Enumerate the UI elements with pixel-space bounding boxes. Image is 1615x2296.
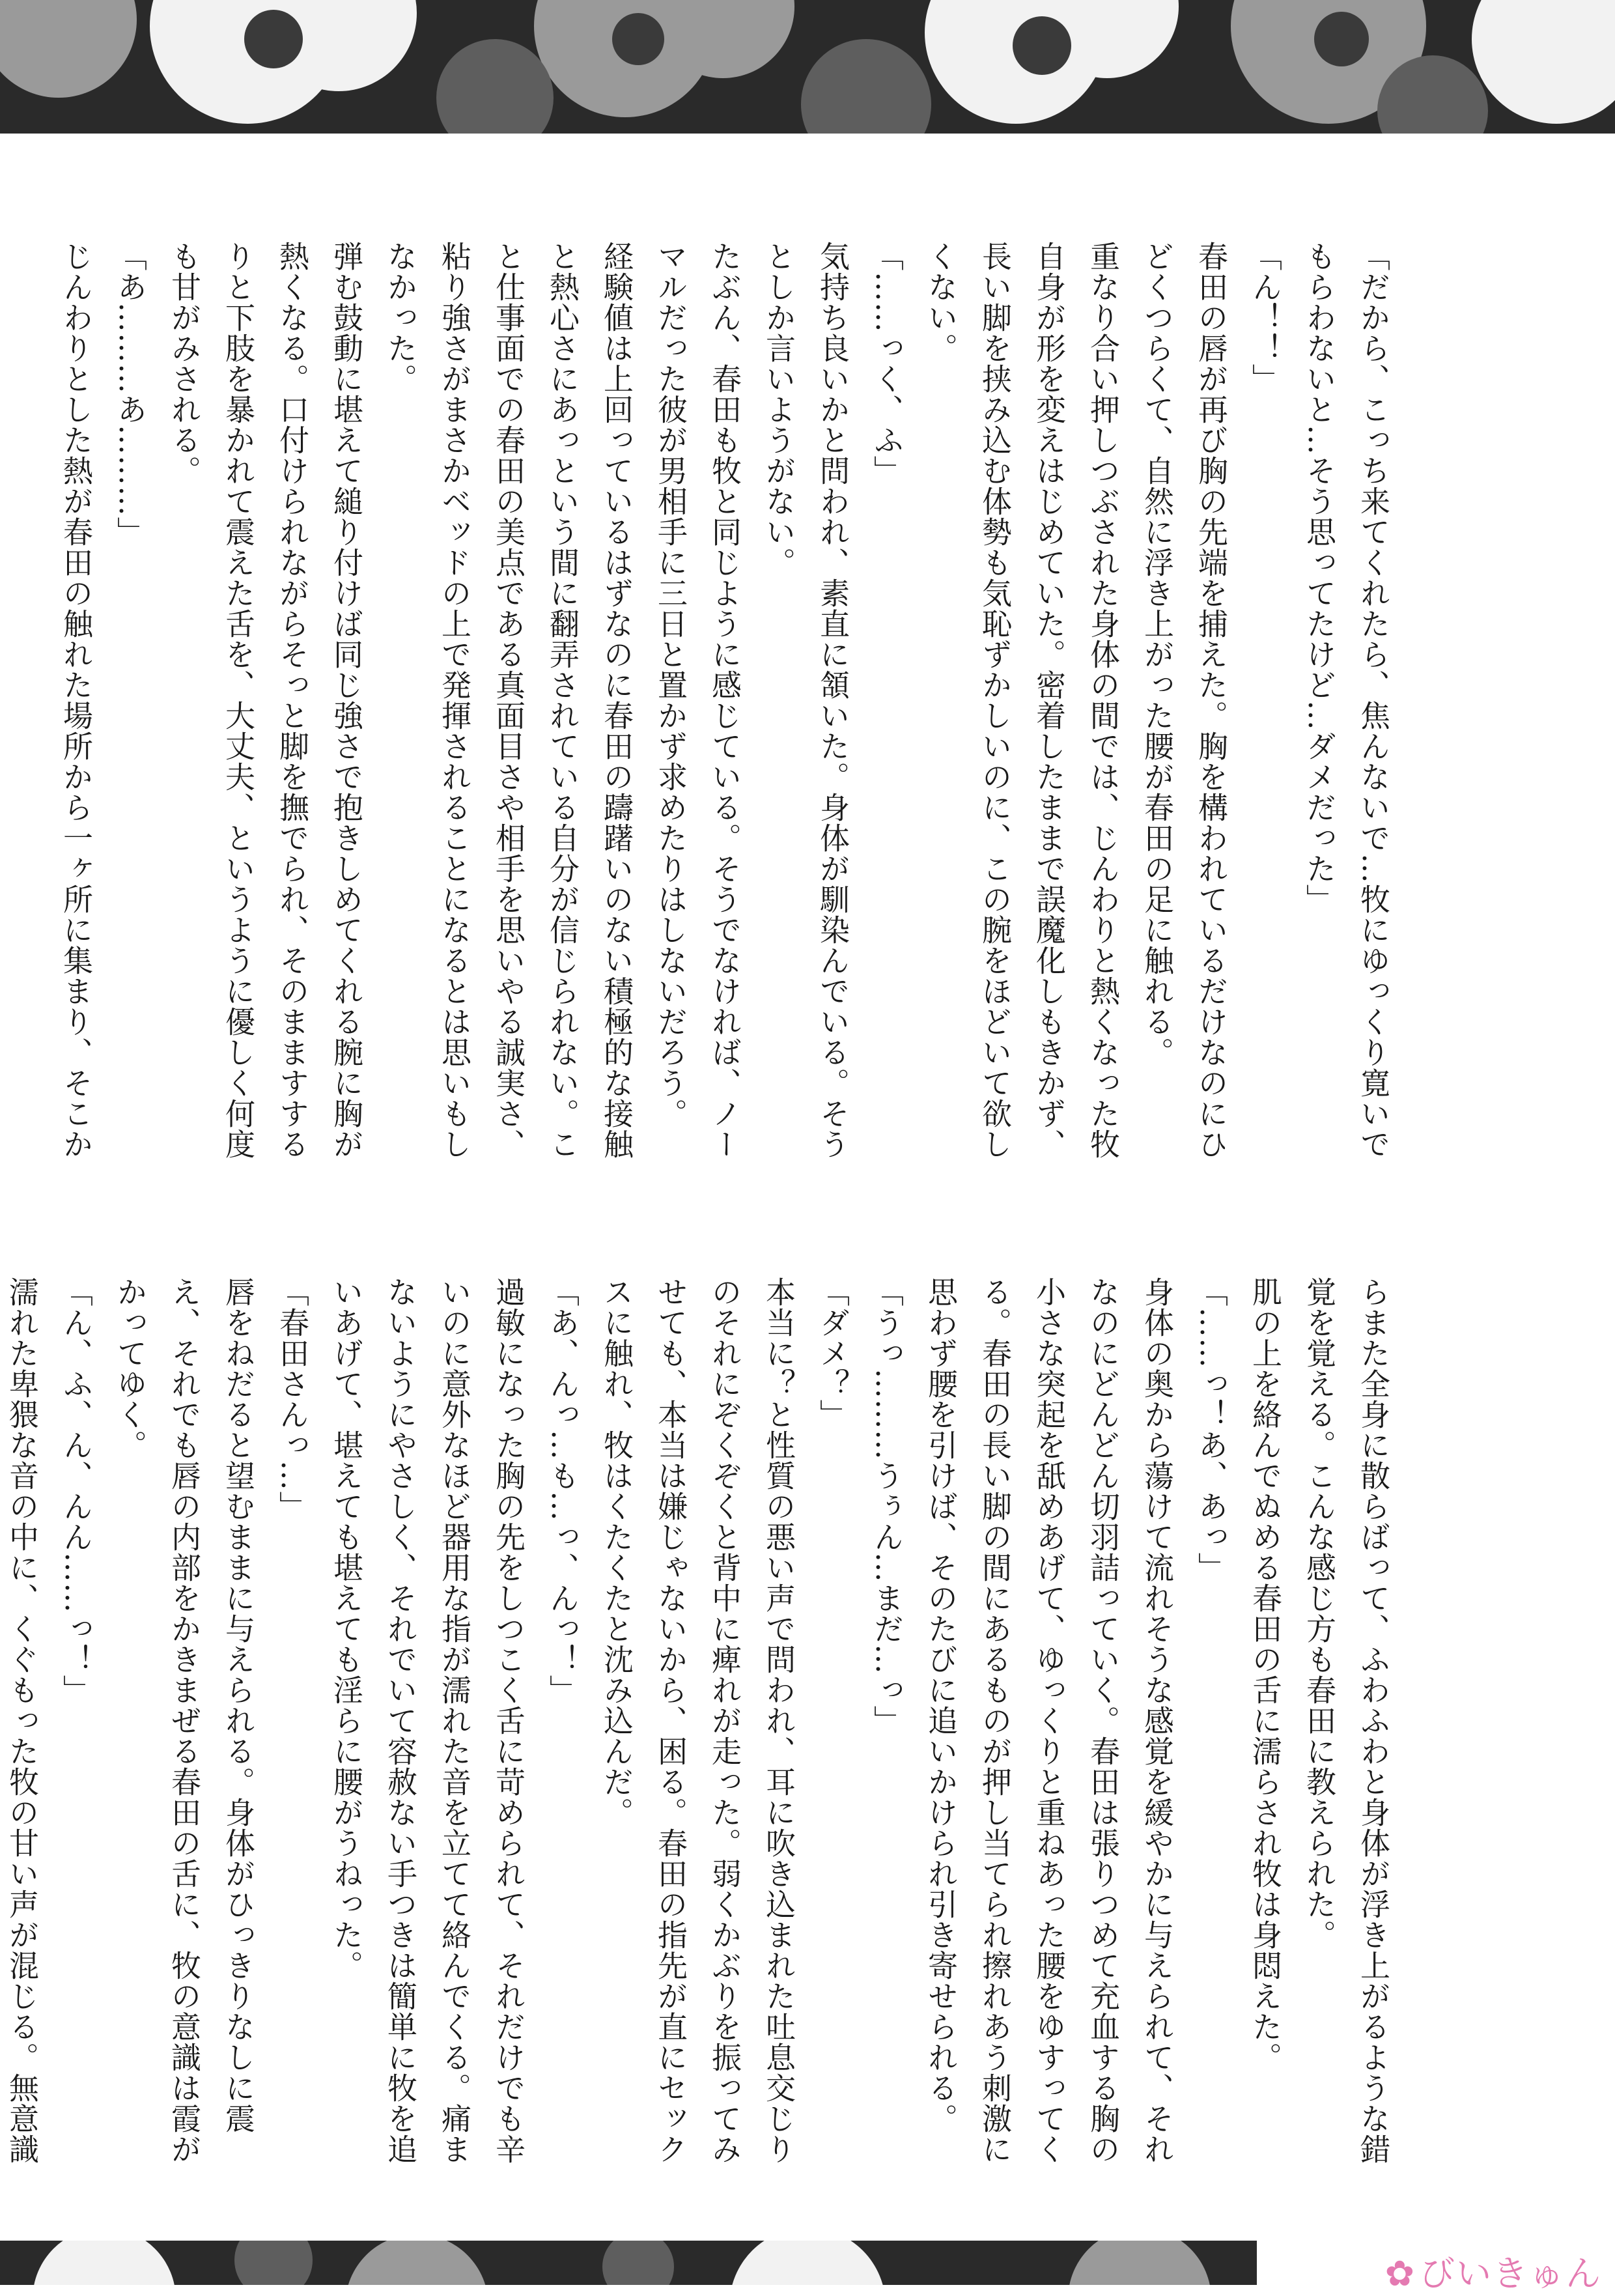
paragraph: 「うっ………うぅん…まだ…っ」 [869, 1277, 905, 1736]
paragraph: 身体の奥から蕩けて流れそうな感覚を緩やかに与えられて、それなのにどんどん切羽詰っていく。春田は張りつめて充血する胸の小さな突起を舐めあげて、ゆっくりと重ねあった腰をゆすってくる。春田の長い脚の間にあるものが押し当てられ擦れあう刺激に思わず腰を引けば、そのたびに追いかけられ引き寄せられる。 [923, 1277, 1175, 2164]
paragraph: 経験値は上回っているはずなのに春田の躊躇いのない積極的な接触と熱心さにあっという間に翻弄されている自分が信じられない。こと仕事面での春田の美点である真面目さや相手を思いやる誠実さ、粘り強さがまさかベッドの上で発揮されることになるとは思いもしなかった。 [383, 241, 634, 1159]
paragraph: 本当に？と性質の悪い声で問われ、耳に吹き込まれた吐息交じりのそれにぞくぞくと背中に痺れが走った。弱くかぶりを振ってみせても、本当は嫌じゃないから、困る。春田の指先が直にセックスに触れ、牧はくたくたと沈み込んだ。 [599, 1277, 796, 2164]
upper-text-block [59, 241, 1400, 1166]
paragraph: じんわりとした熱が春田の触れた場所から一ヶ所に集まり、そこか [59, 241, 94, 1159]
paragraph: 重なり合い押しつぶされた身体の間では、じんわりと熱くなった牧自身が形を変えはじめていた。密着したままで誤魔化しもきかず、長い脚を挟み込む体勢も気恥ずかしいのに、この腕をほどいて欲しくない。 [923, 241, 1121, 1159]
paragraph: 過敏になった胸の先をしつこく舌に苛められて、それだけでも辛いのに意外なほど器用な指が濡れた音を立てて絡んでくる。痛まないようにやさしく、それでいて容赦ない手つきは簡単に牧を追いあげて、堪えても堪えても淫らに腰がうねった。 [329, 1277, 526, 2164]
top-floral-band [0, 0, 1615, 143]
paragraph: 「……っく、ふ」 [869, 241, 905, 486]
paragraph: 「あ………あ………」 [113, 241, 148, 547]
paragraph: 「ん、ふ、ん、んん……っ！」 [59, 1277, 94, 1705]
paragraph: 「……っ！あ、あっ」 [1194, 1277, 1229, 1583]
watermark-text: びいきゅん [1420, 2253, 1602, 2294]
paragraph: 「あ、んっ…も…っ、んっ！」 [545, 1277, 580, 1705]
lower-text-block [5, 1277, 1400, 2182]
floral-pattern-bottom [0, 2241, 1615, 2285]
paragraph: 「ダメ？」 [815, 1277, 850, 1430]
paragraph: 春田の唇が再び胸の先端を捕えた。胸を構われているだけなのにひどくつらくて、自然に浮き上がった腰が春田の足に触れる。 [1140, 241, 1229, 1159]
paragraph: 「ん！！」 [1248, 241, 1283, 394]
paragraph: 肌の上を絡んでぬめる春田の舌に濡らされ牧は身悶えた。 [1248, 1277, 1283, 2073]
flower-icon: ✿ [1384, 2253, 1416, 2294]
watermark [1385, 2246, 1602, 2296]
paragraph: 弾む鼓動に堪えて縋り付けば同じ強さで抱きしめてくれる腕に胸が熱くなる。口付けられながらそっと脚を撫でられ、そのまますするりと下肢を暴かれて震えた舌を、大丈夫、というように優しく何度も甘がみされる。 [167, 241, 364, 1159]
floral-pattern-top [0, 0, 1615, 143]
paragraph: 「春田さんっ…」 [275, 1277, 310, 1522]
paragraph: たぶん、春田も牧と同じように感じている。そうでなければ、ノーマルだった彼が男相手に三日と置かず求めたりはしないだろう。 [653, 241, 742, 1159]
paragraph: 濡れた卑猥な音の中に、くぐもった牧の甘い声が混じる。無意識 [5, 1277, 40, 2164]
paragraph: 唇をねだると望むままに与えられる。身体がひっきりなしに震え、それでも唇の内部をかきまぜる春田の舌に、牧の意識は霞がかってゆく。 [113, 1277, 256, 2164]
paragraph: 気持ち良いかと問われ、素直に頷いた。身体が馴染んでいる。そうとしか言いようがない。 [761, 241, 850, 1159]
paragraph: 「だから、こっち来てくれたら、焦んないで…牧にゆっくり寛いでもらわないと…そう思ってたけど…ダメだった」 [1302, 241, 1391, 1159]
bottom-floral-band [0, 2241, 1615, 2285]
paragraph: らまた全身に散らばって、ふわふわと身体が浮き上がるような錯覚を覚える。こんな感じ方も春田に教えられた。 [1302, 1277, 1391, 2164]
